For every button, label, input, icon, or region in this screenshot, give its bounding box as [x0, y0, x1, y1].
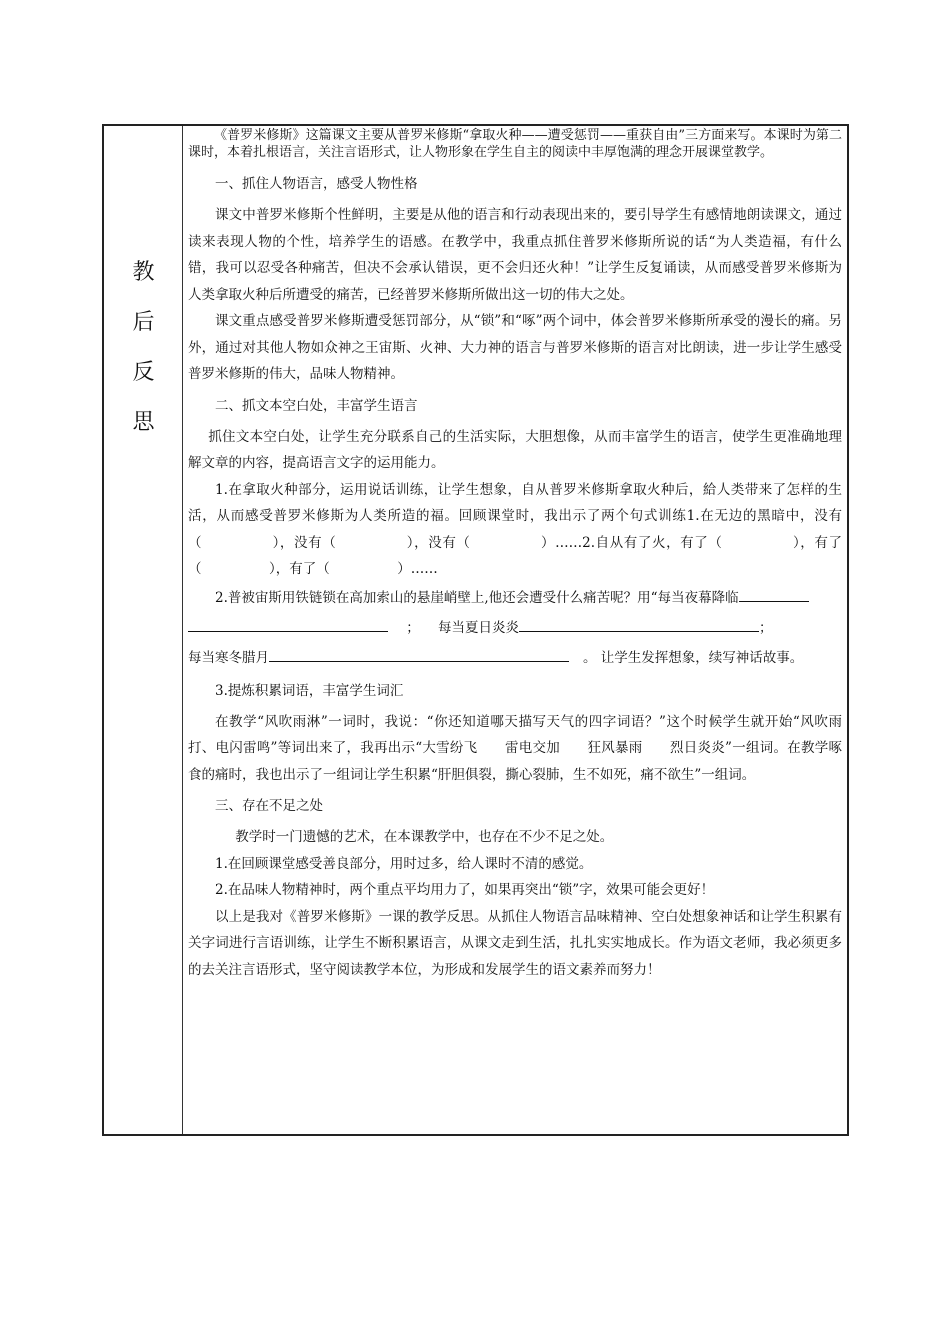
paragraph-2: 课文重点感受普罗米修斯遭受惩罚部分，从“锁”和“啄”两个词中，体会普罗米修斯所承受的漫长的痛。另外，通过对其他人物如众神之王宙斯、火神、大力神的语言与普罗米修斯的语言对比朗读，进一步让学生感受普罗米修斯的伟大，品味人物精神。: [188, 313, 842, 382]
p5-prompt: 2.普被宙斯用铁链锁在高加索山的悬崖峭壁上,他还会遭受什么痛苦呢？用“每当夜幕降临: [215, 589, 739, 606]
paragraph-6: 在教学“风吹雨淋”一词时，我说：“你还知道哪天描写天气的四字词语？”这个时候学生就开始“风吹雨打、电闪雷鸣”等词出来了，我再出示“大雪纷飞 雷电交加 狂风暴雨 烈日炎炎”一组词。在教学啄食的痛时，我也出示了一组词让学生积累“肝胆俱裂，撕心裂肺，生不如死，痛不欲生”一组词。: [188, 713, 842, 783]
heading-2: 二、抓文本空白处，丰富学生语言: [215, 397, 418, 414]
reflection-table: [102, 124, 849, 1136]
label-char: 后: [132, 310, 155, 335]
paragraph-5-line2: [188, 613, 842, 643]
heading-3: 3.提炼积累词语，丰富学生词汇: [215, 682, 404, 699]
paragraph-7: 教学时一门遗憾的艺术，在本课教学中，也存在不少不足之处。: [235, 829, 614, 845]
label-char: 教: [132, 260, 155, 285]
paragraph-5: [188, 583, 842, 613]
heading-4: 三、存在不足之处: [215, 798, 323, 814]
p5-summer: 每当夏日炎炎: [438, 619, 519, 636]
paragraph-9: 2.在品味人物精神时，两个重点平均用力了，如果再突出“锁”字，效果可能会更好！: [215, 882, 715, 898]
intro-paragraph: 《普罗米修斯》这篇课文主要从普罗米修斯“拿取火种——遭受惩罚——重获自由”三方面来写。本课时为第二课时，本着扎根语言，关注言语形式，让人物形象在学生自主的阅读中丰厚饱满的理念开展课堂教学。: [188, 128, 842, 160]
paragraph-8: 1.在回顾课堂感受善良部分，用时过多，给人课时不清的感觉。: [215, 855, 593, 872]
label-char: 思: [132, 410, 155, 435]
paragraph-3: 抓住文本空白处，让学生充分联系自己的生活实际，大胆想像，从而丰富学生的语言，使学生更准确地理解文章的内容，提高语言文字的运用能力。: [188, 428, 842, 471]
section-label: [104, 248, 183, 448]
paragraph-1: 课文中普罗米修斯个性鲜明，主要是从他的语言和行动表现出来的，要引导学生有感情地朗读课文，通过读来表现人物的个性，培养学生的语感。在教学中，我重点抓住普罗米修斯所说的话“为人类造福，有什么错，我可以忍受各种痛苦，但决不会承认错误，更不会归还火种！”让学生反复诵读，从而感受普罗米修斯为人类拿取火种后所遭受的痛苦，已经普罗米修斯所做出这一切的伟大之处。: [188, 207, 842, 303]
paragraph-5-line3: [188, 643, 842, 673]
label-char: 反: [132, 360, 155, 385]
paragraph-10: 以上是我对《普罗米修斯》一课的教学反思。从抓住人物语言品味精神、空白处想象神话和让学生积累有关字词进行言语训练，让学生不断积累语言，从课文走到生活，扎扎实实地成长。作为语文老师，我必须更多的去关注言语形式，坚守阅读教学本位，为形成和发展学生的语文素养而努力！: [188, 908, 842, 978]
label-cell: [104, 126, 183, 1134]
blank-line: [269, 647, 569, 662]
paragraph-4: 1.在拿取火种部分，运用说话训练，让学生想象，自从普罗米修斯拿取火种后，給人类带来了怎样的生活，从而感受普罗米修斯为人类所造的福。回顾课堂时，我出示了两个句式训练1.在无边的黑暗中，没有（ ），没有（ ），没有（ ）……2.自从有了火，有了（ ），有了（ ），有了（ ）……: [188, 481, 842, 577]
reflection-content: [188, 128, 842, 983]
heading-1: 一、抓住人物语言，感受人物性格: [215, 176, 418, 192]
blank-line: [188, 617, 388, 632]
p5-sep1: ；: [406, 619, 420, 636]
p5-sep2: ；: [759, 619, 773, 636]
blank-line: [739, 587, 809, 602]
p5-winter: 每当寒冬腊月: [188, 649, 269, 666]
blank-line: [519, 617, 759, 632]
p5-end: 。 让学生发挥想象，续写神话故事。: [583, 649, 804, 666]
